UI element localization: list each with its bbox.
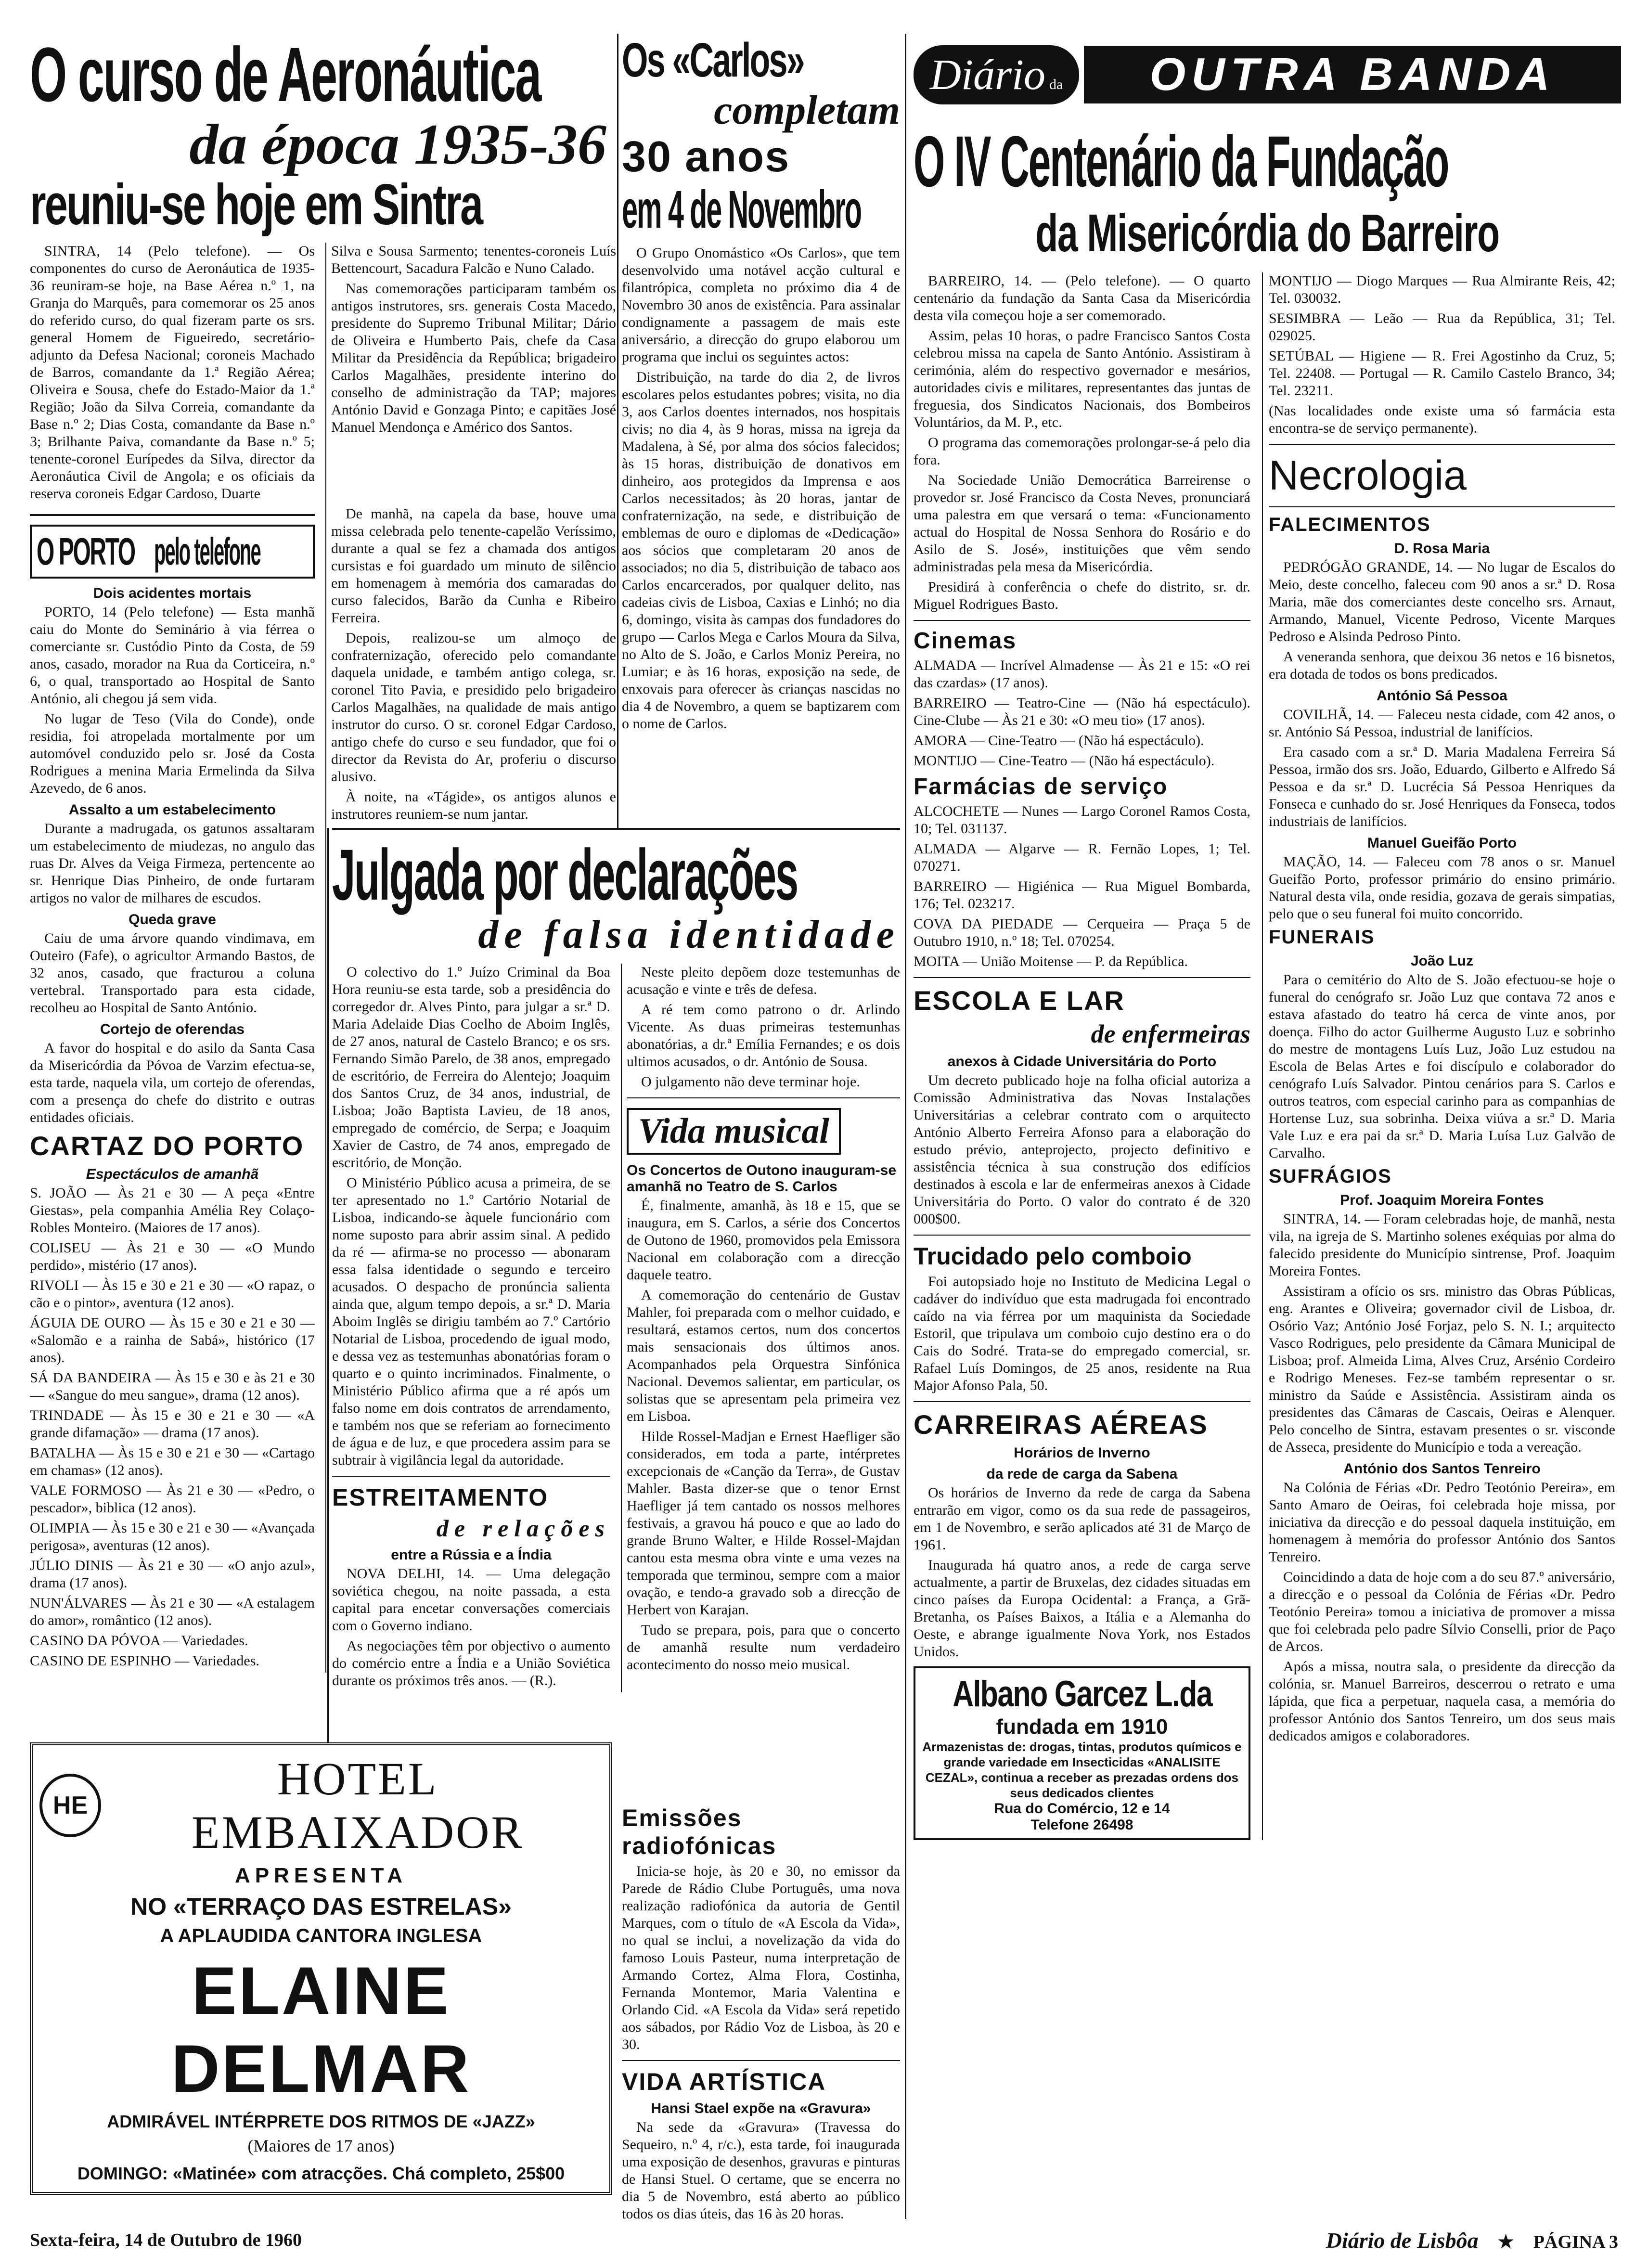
escola-title: ESCOLA E LAR bbox=[914, 985, 1125, 1016]
cartaz-item: CASINO DA PÓVOA — Variedades. bbox=[30, 1633, 248, 1649]
julgada-section bbox=[332, 828, 900, 1800]
cartaz-list bbox=[30, 1185, 315, 1670]
vida-paragraph: Hilde Rossel-Madjan e Ernest Haefliger são considerados, em toda a parte, intérpretes excepcionais de «Canção da Terra», de Gustav Mahler. Basta dizer-se que o tenor Ernst Haefliger já tem cantado os nossos melhores festivais, a gravou há pouco e que ao lado do grande Bruno Walter, e Hilde Rossel-Majdan cantou esta mesma obra vinte e uma vezes na temporada que terminou, sempre com a maior ovação, e tendo-a gravado sob a direcção de Herbert von Karajan. bbox=[626, 1429, 900, 1618]
cartaz-item: TRINDADE — Às 15 e 30 e 21 e 30 — «A grande difamação» — drama (17 anos). bbox=[30, 1407, 315, 1441]
misericordia-paragraph: O programa das comemorações prolongar-se-á pelo dia fora. bbox=[914, 435, 1250, 468]
misericordia-headline-2: da Misericórdia do Barreiro bbox=[1035, 204, 1499, 263]
carreiras-paragraph: Os horários de Inverno da rede de carga da Sabena entrarão em vigor, como os da sua rede de passageiros, em 1 de Novembro, e serão aplicados até 31 de Março de 1961. bbox=[914, 1485, 1250, 1553]
carlos-headline-1: Os «Carlos» bbox=[622, 34, 804, 87]
estreit-subtitle: de relações bbox=[436, 1515, 610, 1542]
porto-subhead: Assalto a um estabelecimento bbox=[68, 802, 276, 818]
obit-name: João Luz bbox=[1410, 953, 1473, 969]
aero-headline-2: da época 1935-36 bbox=[189, 112, 606, 176]
aero-paragraph: Nas comemorações participaram também os antigos instrutores, srs. generais Costa Macedo, presidente do Supremo Tribunal Militar; Dário de Oliveira e Humberto Pais, chefe da Casa Militar da Presidência da República; brigadeiro Carlos Magalhães, presidente interino do conselho de administração da TAP; majores António David e Gonzaga Pinto; e capitães José Manuel Mendonça e Américo dos Santos. bbox=[331, 281, 616, 435]
porto-title: O PORTO bbox=[37, 530, 135, 573]
vida-title: Vida musical bbox=[638, 1111, 829, 1151]
hotel-aplaudida: A APLAUDIDA CANTORA INGLESA bbox=[160, 1925, 482, 1946]
obit-name: Prof. Joaquim Moreira Fontes bbox=[1340, 1192, 1544, 1208]
aero-headline-3: reuniu-se hoje em Sintra bbox=[30, 172, 482, 237]
misericordia-headline-1: O IV Centenário da Fundação bbox=[914, 121, 1449, 202]
hotel-terraco: NO «TERRAÇO DAS ESTRELAS» bbox=[130, 1893, 512, 1920]
obit-name: António dos Santos Tenreiro bbox=[1343, 1461, 1541, 1477]
artistica-paragraph: Na sede da «Gravura» (Travessa do Sequeiro, n.º 4, r/c.), esta tarde, foi inaugurada uma exposição de desenhos, gravuras e pinturas de Hansi Stuel. O certame, que se encerra no dia 5 de Novembro, está aberto ao público todos os dias úteis, das 16 às 20 horas. bbox=[622, 2119, 900, 2222]
column-rule bbox=[327, 828, 329, 1742]
carreiras-subhead: Horários de Inverno bbox=[1014, 1445, 1150, 1461]
column-3 bbox=[914, 272, 1250, 1840]
obit-paragraph: MAÇÃO, 14. — Faleceu com 78 anos o sr. Manuel Gueifão Porto, professor primário do ensino primário. Natural desta vila, onde residia, gozava de gerais simpatias, pelo que o seu funeral foi muito concorrido. bbox=[1269, 854, 1615, 922]
farmacias-list bbox=[914, 803, 1250, 970]
vida-title-box bbox=[627, 1108, 841, 1155]
cartaz-item: ÁGUIA DE OURO — Às 15 e 30 e 21 e 30 — «Salomão e a rainha de Sabá», histórico (17 anos). bbox=[30, 1315, 315, 1366]
farmacia-item: SESIMBRA — Leão — Rua da República, 31; Tel. 029025. bbox=[1269, 310, 1615, 344]
vida-subhead: Os Concertos de Outono inauguram-se amanhã no Teatro de S. Carlos bbox=[626, 1162, 897, 1195]
vida-paragraph: A comemoração do centenário de Gustav Mahler, foi preparada com o melhor cuidado, e resultará, estamos certos, num dos concertos mais sensacionais dos últimos anos. Acompanhados pela Orquestra Sinfónica Nacional. Devemos salientar, em particular, os solistas que se apresentam pela primeira vez em Lisboa. bbox=[626, 1287, 900, 1424]
column-center-bottom bbox=[622, 1800, 900, 2224]
albano-phone: Telefone 26498 bbox=[1030, 1817, 1133, 1833]
julgada-paragraph: A ré tem como patrono o dr. Arlindo Vicente. As duas primeiras testemunhas abonatórias, a dr.ª Emília Fernandes; e os dois ultimos acusados, o dr. António de Sousa. bbox=[626, 1002, 900, 1070]
aero-paragraph: SINTRA, 14 (Pelo telefone). — Os componentes do curso de Aeronáutica de 1935-36 reuniram-se hoje, na Base Aérea n.º 1, na Granja do Marquês, para comemorar os 25 anos do referido curso, do qual fizeram parte os srs. general Homem de Figueiredo, secretário-adjunto da Defesa Nacional; coroneis Machado de Barros, comandante da 1.ª Região Aérea; Oliveira e Sousa, chefe do Estado-Maior da 1.ª Região; João da Silva Correia, comandante da Base n.º 2; Dias Costa, comandante da Base n.º 3; Brilhante Paiva, comandante da Base n.º 5; tenente-coronel Eurípedes da Silva, director da Aeronáutica Civil de Angola; e os oficiais da reserva coroneis Edgar Cardoso, Duarte bbox=[30, 243, 315, 502]
carreiras-subhead-2: da rede de carga da Sabena bbox=[986, 1466, 1178, 1482]
porto-paragraph: PORTO, 14 (Pelo telefone) — Esta manhã caiu do Monte do Seminário à via férrea o comerciante sr. Custódio Pinto da Costa, de 59 anos, casado, morador na Rua da Corticeira, n.º 6, o qual, transportado ao Hospital de Santo António, ali chegou já sem vida. bbox=[30, 604, 315, 707]
obit-name: D. Rosa Maria bbox=[1394, 541, 1490, 556]
carlos-headline-3: 30 anos bbox=[622, 133, 790, 181]
julgada-col-b bbox=[621, 964, 900, 1692]
trucidado-title: Trucidado pelo comboio bbox=[914, 1243, 1192, 1270]
footer-date: Sexta-feira, 14 de Outubro de 1960 bbox=[30, 2230, 302, 2250]
misericordia-paragraph: Na Sociedade União Democrática Barreirense o provedor sr. José Francisco da Costa Neves, pronunciará uma palestra em que versará o tema: «Funcionamento actual do Hospital de Nossa Senhora do Rosário e do Asilo de S. José», instituições que vêm sendo administradas pela mesa da Misericórdia. bbox=[914, 472, 1250, 575]
outra-banda-banner bbox=[914, 34, 1621, 116]
diario-logo bbox=[914, 45, 1079, 104]
diario-logo-da: da bbox=[1049, 76, 1063, 92]
cartaz-item: RIVOLI — Às 15 e 30 e 21 e 30 — «O rapaz, o cão e o pintor», aventura (12 anos). bbox=[30, 1277, 315, 1311]
hotel-ad bbox=[30, 1742, 612, 2195]
column-center bbox=[622, 34, 900, 823]
hotel-name: HOTEL EMBAIXADOR bbox=[191, 1753, 524, 1858]
obit-paragraph: Na Colónia de Férias «Dr. Pedro Teotónio Pereira», em Santo Amaro de Oeiras, foi celebrada hoje missa, por iniciativa da direcção e do pessoal daquela instituição, em homenagem à memória do professor António dos Santos Tenreiro. bbox=[1269, 1480, 1615, 1565]
escola-subtitle-2: anexos à Cidade Universitária do Porto bbox=[947, 1054, 1217, 1070]
julgada-paragraph: O Ministério Público acusa a primeira, de se ter apresentado no 1.º Cartório Notarial de Lisboa, indicando-se àquele funcionário com nome suposto para abrir assim sinal. A pedido da ré — afirma-se no processo — abonaram essa falsa identidade o segundo e terceiro acusados. O despacho de pronúncia salienta ainda que, algum tempo depois, a sr.ª D. Maria Aboim Inglês se dirigiu também ao 7.º Cartório Notarial de Lisboa, procedendo de igual modo, e dessa vez as testemunhas abonatórias foram o quarto e o quinto incriminados. Finalmente, o Ministério Público afirma que a ré após um falso nome em dois contratos de arrendamento, e também nos que se referiam ao fornecimento de água e de luz, e que procedera assim para se subtrair à vigilância legal da autoridade. bbox=[332, 1175, 610, 1468]
porto-paragraph: No lugar de Teso (Vila do Conde), onde residia, foi atropelada mortalmente por um automóvel conduzido pelo sr. José da Costa Rodrigues a menina Maria Ermelinda da Silva Azevedo, de 6 anos. bbox=[30, 711, 315, 796]
farmacia-item: (Nas localidades onde existe uma só farmácia esta encontra-se de serviço permanente). bbox=[1269, 403, 1615, 436]
aero-paragraph: À noite, na «Tágide», os antigos alunos e instrutores reuniem-se num jantar. bbox=[331, 789, 616, 822]
albano-fundada: fundada em 1910 bbox=[996, 1715, 1168, 1739]
escola-paragraph: Um decreto publicado hoje na folha oficial autoriza a Comissão Administrativa das Novas Instalações Universitárias a celebrar contrato com o arquitecto António Alberto Ferreira Afonso para a elaboração do estudo prévio, anteprojecto, projecto definitivo e assistência técnica à sua construção dos edifícios destinados à escola e lar de enfermeiras anexos à Cidade Universitária do Porto. O valor do contrato é de 320 000$00. bbox=[914, 1072, 1250, 1227]
footer-page: PÁGINA 3 bbox=[1533, 2231, 1618, 2252]
misericordia-paragraph: Assim, pelas 10 horas, o padre Francisco Santos Costa celebrou missa na capela de Santo António. Assistiram à cerimónia, além do respectivo governador e mesários, autoridades civis e militares, representantes das juntas de freguesia, dos Sindicatos Nacionais, dos Bombeiros Voluntários, da M. P., etc. bbox=[914, 328, 1250, 430]
farmacia-item: SETÚBAL — Higiene — R. Frei Agostinho da Cruz, 5; Tel. 22408. — Portugal — R. Camilo Castelo Branco, 34; Tel. 23211. bbox=[1269, 348, 1615, 399]
cinemas-list bbox=[914, 657, 1250, 770]
cartaz-item: NUN'ÁLVARES — Às 21 e 30 — «A estalagem do amor», romântico (12 anos). bbox=[30, 1595, 315, 1628]
porto-paragraph: Durante a madrugada, os gatunos assaltaram um estabelecimento de miudezas, no angulo das ruas Dr. Alves da Veiga Firmeza, pertencente ao sr. Henrique Dias Pinheiro, de onde furtaram artigos no valor de milhares de escudos. bbox=[30, 821, 315, 906]
farmacia-item: BARREIRO — Higiénica — Rua Miguel Bombarda, 176; Tel. 023217. bbox=[914, 878, 1250, 912]
carlos-headline-4: em 4 de Novembro bbox=[622, 180, 861, 239]
carreiras-paragraph: Inaugurada há quatro anos, a rede de carga serve actualmente, a partir de Bruxelas, dez cidades situadas em cinco países da Europa Ocidental: a França, a Grã-Bretanha, os Países Baixos, a Itália e a Alemanha do Oeste, e abrange igualmente Nova York, nos Estados Unidos. bbox=[914, 1557, 1250, 1660]
cartaz-item: VALE FORMOSO — Às 21 e 30 — «Pedro, o pescador», biblica (12 anos). bbox=[30, 1482, 315, 1516]
hotel-artist: ELAINE DELMAR bbox=[171, 1953, 471, 2106]
porto-title-box bbox=[30, 525, 315, 579]
star-icon: ★ bbox=[1497, 2231, 1514, 2252]
cartaz-item: SÁ DA BANDEIRA — Às 15 e 30 e às 21 e 30 — «Sangue do meu sangue», drama (12 anos). bbox=[30, 1370, 315, 1403]
cartaz-item: JÚLIO DINIS — Às 21 e 30 — «O anjo azul», drama (17 anos). bbox=[30, 1558, 315, 1591]
cartaz-item: S. JOÃO — Às 21 e 30 — A peça «Entre Giestas», pela companhia Amélia Rey Colaço-Robles Monteiro. (Maiores de 17 anos). bbox=[30, 1185, 315, 1236]
farmacia-item: ALMADA — Algarve — R. Fernão Lopes, 1; Tel. 070271. bbox=[914, 841, 1250, 874]
vida-paragraph: Tudo se prepara, pois, para que o concerto de amanhã resulte num verdadeiro acontecimento do nosso meio musical. bbox=[626, 1622, 900, 1673]
aero-col-a bbox=[30, 243, 315, 505]
porto-subhead: Cortejo de oferendas bbox=[100, 1021, 245, 1037]
carreiras-title: CARREIRAS AÉREAS bbox=[914, 1409, 1208, 1440]
estreit-paragraph: As negociações têm por objectivo o aumento do comércio entre a Índia e a União Soviética durante os próximos três anos. — (R.). bbox=[332, 1638, 610, 1688]
albano-address: Rua do Comércio, 12 e 14 bbox=[994, 1801, 1170, 1817]
julgada-col-a bbox=[332, 964, 610, 1692]
porto-subhead: Queda grave bbox=[129, 912, 216, 928]
farmacia-item: MOITA — União Moitense — P. da República. bbox=[914, 954, 1188, 969]
page-footer bbox=[30, 2226, 1618, 2255]
julgada-paragraph: O colectivo do 1.º Juízo Criminal da Boa Hora reuniu-se esta tarde, sob a presidência do corregedor dr. Alves Pinto, para julgar a sr.ª D. Maria Adelaide Dias Coelho de Aboim Inglês, de 27 anos, natural de Castelo Branco; e os srs. Fernando Simão Parelo, de 38 anos, empregado de escritório, de Ferreira do Alentejo; Joaquim dos Santos Cruz, de 34 anos, industrial, de Lisboa; João Baptista Lavieu, de 18 anos, empregado de comércio, de Serpa; e Joaquim Xavier de Castro, de 74 anos, empregado de escritório, de Monção. bbox=[332, 964, 610, 1171]
outra-banda-label: OUTRA BANDA bbox=[1084, 46, 1621, 103]
aero-headline-1: O curso de Aeronáutica bbox=[30, 34, 541, 117]
estreit-paragraph: NOVA DELHI, 14. — Uma delegação soviética chegou, na noite passada, a esta capital para encetar conversações comerciais com o Governo indiano. bbox=[332, 1566, 610, 1634]
cartaz-item: COLISEU — Às 21 e 30 — «O Mundo perdido», mistério (17 anos). bbox=[30, 1240, 315, 1273]
farmacias-continued bbox=[1269, 272, 1615, 437]
cinema-item: BARREIRO — Teatro-Cine — (Não há espectáculo). Cine-Clube — Às 21 e 30: «O meu tio» (17 anos). bbox=[914, 695, 1250, 728]
escola-subtitle: de enfermeiras bbox=[1091, 1019, 1250, 1048]
hotel-interp: ADMIRÁVEL INTÉRPRETE DOS RITMOS DE «JAZZ» bbox=[107, 2112, 535, 2131]
julgada-paragraph: O julgamento não deve terminar hoje. bbox=[641, 1074, 860, 1090]
porto-paragraph: Caiu de uma árvore quando vindimava, em Outeiro (Fafe), o agricultor Armando Bastos, de 32 anos, casado, que fracturou a coluna vertebral. Transportado para esta cidade, recolheu ao Hospital de Santo António. bbox=[30, 930, 315, 1016]
albano-ad bbox=[914, 1666, 1250, 1840]
obit-paragraph: Coincidindo a data de hoje com a do seu 87.º aniversário, a direcção e o pessoal da Colónia de Férias «Dr. Pedro Teotónio Pereira» tomou a iniciativa de promover a missa que foi celebrada pelo padre Sílvio Conselli, prior de Paço de Arcos. bbox=[1269, 1569, 1615, 1654]
carlos-paragraph: O Grupo Onomástico «Os Carlos», que tem desenvolvido uma notável acção cultural e filantrópica, completa no próximo dia 4 de Novembro 30 anos de existência. Para assinalar condignamente a passagem de mais este aniversário, a direcção do grupo elaborou um programa que inclui os seguintes actos: bbox=[622, 245, 900, 365]
cartaz-item: BATALHA — Às 15 e 30 e 21 e 30 — «Cartago em chamas» (12 anos). bbox=[30, 1445, 315, 1478]
aero-paragraph: Silva e Sousa Sarmento; tenentes-coroneis Luís Bettencourt, Sacadura Falcão e Nuno Calado. bbox=[331, 243, 616, 276]
cartaz-item: CASINO DE ESPINHO — Variedades. bbox=[30, 1653, 259, 1669]
albano-name: Albano Garcez L.da bbox=[953, 1674, 1212, 1714]
carlos-headline-2: completam bbox=[714, 87, 900, 133]
hotel-logo-icon bbox=[39, 1774, 101, 1837]
carlos-paragraph: Distribuição, na tarde do dia 2, de livros escolares pelos estudantes pobres; visita, no dia 3, aos Carlos doentes internados, nos hospitais civis; no dia 4, às 9 horas, missa na igreja da Madalena, à Sé, por alma dos sócios falecidos; às 15 horas, distribuição de donativos em dinheiro, aos protegidos da Imprensa e aos Carlos necessitados; às 20 horas, jantar de confraternização, na sede, e distribuição de emblemas de ouro e diplomas de «Dedicação» aos sócios que completaram 20 anos de associados; no dia 5, distribuição de tabaco aos Carlos encarcerados, por qualquer delito, nas cadeias civis de Lisboa, Caxias e Linhó; no dia 6, domingo, visita às campas dos fundadores do grupo — Carlos Mega e Carlos Moura da Silva, no Alto de S. João, e Carlos Moniz Pereira, no Lumiar; e às 16 horas, exposição na sede, de enxovais para oferecer às crianças nascidas no dia 4 de Novembro, a quem se baptizarem com o nome de Carlos. bbox=[622, 369, 900, 732]
trucidado-paragraph: Foi autopsiado hoje no Instituto de Medicina Legal o cadáver do indivíduo que esta madrugada foi encontrado caído na via férrea por um maquinista da Sociedade Estoril, que tripulava um comboio cujo destino era o do Cais do Sodré. Trata-se do empregado comercial, sr. Rafael Luís Domingos, de 25 anos, residente na Rua Major Afonso Pala, 50. bbox=[914, 1274, 1250, 1393]
sufragios-label: SUFRÁGIOS bbox=[1269, 1166, 1392, 1187]
hotel-domingo: DOMINGO: «Matinée» com atracções. Chá completo, 25$00 bbox=[77, 2164, 565, 2183]
misericordia-paragraph: BARREIRO, 14. — (Pelo telefone). — O quarto centenário da fundação da Santa Casa da Misericórdia desta vila começou hoje a ser comemorado. bbox=[914, 273, 1250, 323]
obit-paragraph: COVILHÃ, 14. — Faleceu nesta cidade, com 42 anos, o sr. António Sá Pessoa, industrial de lanifícios. bbox=[1269, 707, 1615, 740]
obit-paragraph: PEDRÓGÃO GRANDE, 14. — No lugar de Escalos do Meio, deste concelho, faleceu com 90 anos a sr.ª D. Rosa Maria, mãe dos comerciantes deste concelho srs. Arnaut, Armando, Manuel, Vicente Pedroso, Vicente Marques Pedroso e Alsinda Pedroso Pinto. bbox=[1269, 559, 1615, 644]
cinema-item: MONTIJO — Cine-Teatro — (Não há espectáculo). bbox=[914, 753, 1215, 769]
obit-paragraph: SINTRA, 14. — Foram celebradas hoje, de manhã, nesta vila, na igreja de S. Martinho solenes exéquias por alma do falecido presidente do Município sintrense, Prof. Joaquim Moreira Fontes. bbox=[1269, 1211, 1615, 1279]
obit-paragraph: Era casado com a sr.ª D. Maria Madalena Ferreira Sá Pessoa, irmão dos srs. João, Eduardo, Gilberto e Alfredo Sá Pessoa e da sr.ª D. Lucrécia Sá Pessoa Henriques da Fonseca e cunhado do sr. José Henriques da Fonseca, todos industriais de lanifícios. bbox=[1269, 744, 1615, 829]
estreit-subtitle-2: entre a Rússia e a Índia bbox=[391, 1547, 552, 1563]
porto-subhead: Dois acidentes mortais bbox=[93, 585, 252, 601]
emissoes-paragraph: Inicia-se hoje, às 20 e 30, no emissor da Parede de Rádio Clube Português, uma nova realização radiofónica da autoria de Gentil Marques, com o título de «A Escola da Vida», no qual se inclui, a novelização da vida do famoso Louis Pasteur, numa interpretação de Armando Cortez, Alma Flora, Costinha, Fernanda Montemor, Maria Valentina e Orlando Cid. «A Escola da Vida» será repetido aos sábados, por Rádio Voz de Lisboa, às 20 e 30. bbox=[622, 1863, 900, 2052]
column-right bbox=[914, 34, 1621, 2219]
obit-paragraph: Para o cemitério do Alto de S. João efectuou-se hoje o funeral do cenógrafo sr. João Luz que contava 72 anos e estava afastado do teatro há cerca de vinte anos, por doença. Filho do actor Guilherme Augusto Luz e sobrinho do mestre de montagens Luís Luz, João Luz estudou na Escola de Belas Artes e foi discípulo e colaborador do cenógrafo Luís Salvador. Pintou cenários para S. Carlos e outros teatros, com especial carinho para as companhias de Hortense Luz, sua sobrinha. Deixa viúva a sr.ª D. Maria Vale Luz e era pai da sr.ª D. Maria Luísa Luz Galvão de Carvalho. bbox=[1269, 972, 1615, 1161]
porto-title-sub: pelo telefone bbox=[154, 530, 260, 573]
cartaz-item: OLIMPIA — Às 15 e 30 e 21 e 30 — «Avançada perigosa», aventuras (12 anos). bbox=[30, 1520, 315, 1553]
porto-paragraph: A favor do hospital e do asilo da Santa Casa da Misericórdia da Póvoa de Varzim efectua-se, esta tarde, naquela vila, um cortejo de oferendas, com a presença do chefe do distrito e outras entidades oficiais. bbox=[30, 1040, 315, 1125]
julgada-paragraph: Neste pleito depõem doze testemunhas de acusação e vinte e três de defesa. bbox=[626, 964, 900, 997]
funerais-label: FUNERAIS bbox=[1269, 927, 1375, 948]
obit-paragraph: Assistiram a ofício os srs. ministro das Obras Públicas, eng. Arantes e Oliveira; governador civil de Lisboa, dr. Osório Vaz; António José Forjaz, pelo S. N. I.; arquitecto Vasco Rodrigues, pelo presidente da Câmara Municipal de Lisboa; prof. Almeida Lima, Alves Cruz, Arsénio Cordeiro e Rodrigo Meneses. Fez-se também representar o sr. ministro da Saúde e Assistência. Assistiram ainda os presidentes das Câmaras de Cascais, Oeiras e Alenquer. Pelo concelho de Sintra, estavam presentes o sr. visconde de Asseca, presidente do Município e toda a vereação. bbox=[1269, 1283, 1615, 1455]
artistica-subhead: Hansi Stael expõe na «Gravura» bbox=[651, 2100, 871, 2116]
cartaz-title: CARTAZ DO PORTO bbox=[30, 1131, 304, 1161]
vida-paragraph: É, finalmente, amanhã, às 18 e 15, que se inaugura, em S. Carlos, a série dos Concertos de Outono de 1960, promovidos pela Emissora Nacional em colaboração com a direcção daquele teatro. bbox=[626, 1198, 900, 1283]
aero-paragraph: Depois, realizou-se um almoço de confraternização, oferecido pelo comandante daquela unidade, e também antigo colega, sr. coronel Tito Pavia, e presidido pelo brigadeiro Carlos Magalhães, na qualidade de mais antigo instrutor do curso. O sr. coronel Edgar Cardoso, antigo chefe do curso e seu fundador, que foi o director da Revista do Ar, proferiu o discurso alusivo. bbox=[331, 630, 616, 785]
diario-logo-text: Diário bbox=[930, 51, 1046, 99]
hotel-maiores: (Maiores de 17 anos) bbox=[247, 2136, 395, 2155]
aero-paragraph: De manhã, na capela da base, houve uma missa celebrada pelo tenente-capelão Veríssimo, durante a qual se fez a chamada dos antigos cursistas e foi guardado um minuto de silêncio em homenagem à memória dos camaradas do curso falecidos, Barão da Cunha e Ribeiro Ferreira. bbox=[331, 506, 616, 626]
column-rule bbox=[617, 34, 618, 828]
obit-name: António Sá Pessoa bbox=[1377, 688, 1507, 704]
aero-col-b bbox=[325, 243, 616, 505]
misericordia-paragraph: Presidirá à conferência o chefe do distrito, sr. dr. Miguel Rodrigues Basto. bbox=[914, 579, 1250, 612]
hotel-logo-text: HE bbox=[53, 1791, 88, 1819]
porto-section bbox=[30, 505, 315, 1673]
obit-name: Manuel Gueifão Porto bbox=[1367, 835, 1517, 851]
farmacia-item: ALCOCHETE — Nunes — Largo Coronel Ramos Costa, 10; Tel. 031137. bbox=[914, 803, 1250, 837]
column-rule bbox=[905, 34, 906, 2219]
cartaz-subhead: Espectáculos de amanhã bbox=[86, 1166, 259, 1182]
cinema-item: ALMADA — Incrível Almadense — Às 21 e 15: «O rei das czardas» (17 anos). bbox=[914, 657, 1250, 691]
cinemas-title: Cinemas bbox=[914, 628, 1017, 654]
artistica-title: VIDA ARTÍSTICA bbox=[622, 2068, 826, 2095]
albano-text: Armazenistas de: drogas, tintas, produtos químicos e grande variedade em Insecticidas «ANALISITE CEZAL», continua a receber as prezadas ordens dos seus dedicados clientes bbox=[922, 1740, 1242, 1800]
emissoes-title: Emissões radiofónicas bbox=[622, 1804, 777, 1859]
estreit-title: ESTREITAMENTO bbox=[332, 1484, 549, 1511]
necrologia-title: Necrologia bbox=[1269, 452, 1467, 499]
hotel-apresenta: APRESENTA bbox=[234, 1864, 408, 1887]
obit-paragraph: Após a missa, noutra sala, o presidente da direcção da colónia, sr. Manuel Barreiros, descerrou o retrato e uma lápida, que fica a perpetuar, naquela casa, a memória do professor António dos Santos Tenreiro, um dos seus mais dedicados amigos e colaboradores. bbox=[1269, 1659, 1615, 1744]
obit-paragraph: A veneranda senhora, que deixou 36 netos e 16 bisnetos, era dotada de todos os bons predicados. bbox=[1269, 649, 1615, 682]
farmacia-item: COVA DA PIEDADE — Cerqueira — Praça 5 de Outubro 1910, n.º 18; Tel. 070254. bbox=[914, 916, 1250, 949]
julgada-headline-1: Julgada por declarações bbox=[332, 834, 798, 915]
farmacias-title: Farmácias de serviço bbox=[914, 774, 1168, 799]
falecimentos-label: FALECIMENTOS bbox=[1269, 514, 1431, 535]
column-4 bbox=[1262, 272, 1615, 1840]
footer-paper: Diário de Lisbôa bbox=[1326, 2228, 1479, 2253]
cinema-item: AMORA — Cine-Teatro — (Não há espectáculo). bbox=[914, 733, 1204, 748]
farmacia-item: MONTIJO — Diogo Marques — Rua Almirante Reis, 42; Tel. 030032. bbox=[1269, 273, 1615, 306]
julgada-headline-2: de falsa identidade bbox=[478, 912, 900, 957]
